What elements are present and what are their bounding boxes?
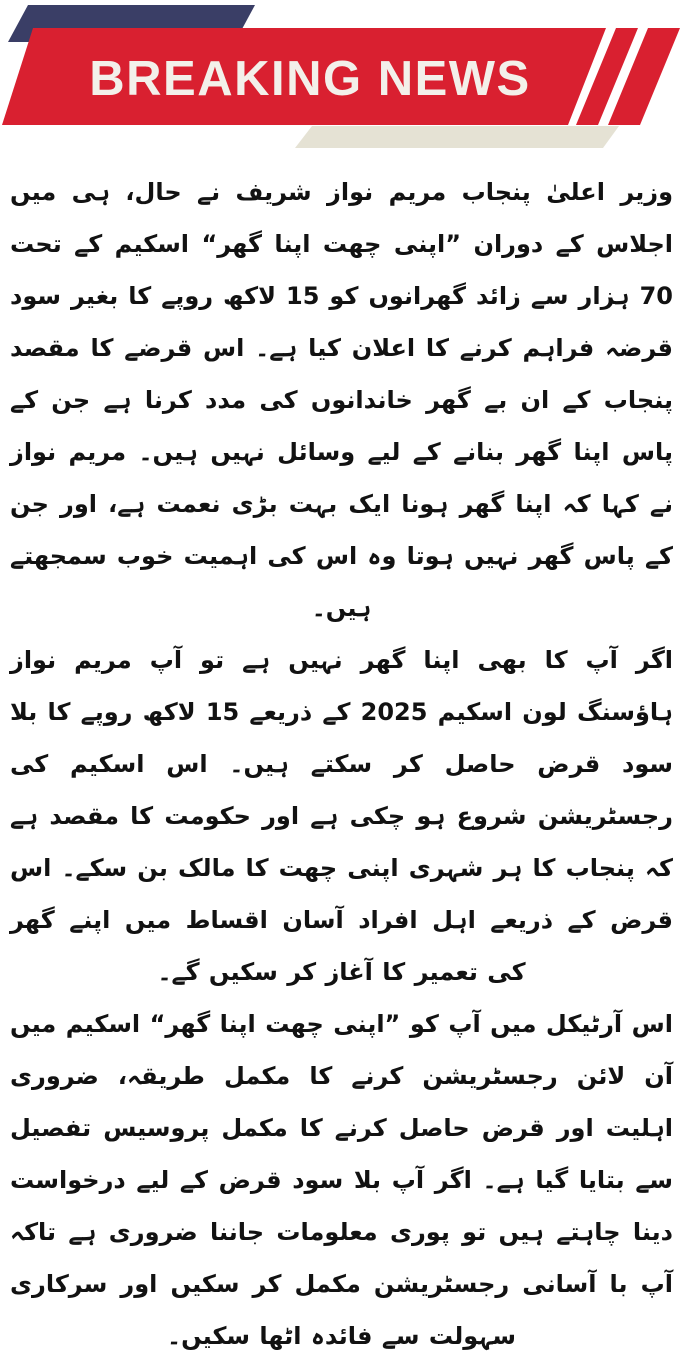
article-body <box>0 162 683 1362</box>
article-paragraph-3: اس آرٹیکل میں آپ کو ”اپنی چھت اپنا گھر“ اسکیم میں آن لائن رجسٹریشن کرنے کا مکمل طریقہ، ضروری اہلیت اور قرض حاصل کرنے کا مکمل پروسیس تفصیل سے بتایا گیا ہے۔ اگر آپ بلا سود قرض کے لیے درخواست دینا چاہتے ہیں تو پوری معلومات جاننا ضروری ہے تاکہ آپ با آسانی رجسٹریشن مکمل کر سکیں اور سرکاری سہولت سے فائدہ اٹھا سکیں۔ <box>10 1010 673 1350</box>
banner-title: BREAKING NEWS <box>89 52 531 106</box>
article-paragraph-2: اگر آپ کا بھی اپنا گھر نہیں ہے تو آپ مریم نواز ہاؤسنگ لون اسکیم 2025 کے ذریعے 15 لاکھ روپے کا بلا سود قرض حاصل کر سکتے ہیں۔ اس اسکیم کی رجسٹریشن شروع ہو چکی ہے اور حکومت کا مقصد ہے کہ پنجاب کا ہر شہری اپنی چھت کا مالک بن سکے۔ اس قرض کے ذریعے اہل افراد آسان اقساط میں اپنے گھر کی تعمیر کا آغاز کر سکیں گے۔ <box>10 646 673 986</box>
breaking-news-banner <box>0 0 683 162</box>
article-paragraph-1: وزیر اعلیٰ پنجاب مریم نواز شریف نے حال، ہی میں اجلاس کے دوران ”اپنی چھت اپنا گھر“ اسکیم کے تحت 70 ہزار سے زائد گھرانوں کو 15 لاکھ روپے کا بغیر سود قرضہ فراہم کرنے کا اعلان کیا ہے۔ اس قرضے کا مقصد پنجاب کے ان بے گھر خاندانوں کی مدد کرنا ہے جن کے پاس اپنا گھر بنانے کے لیے وسائل نہیں ہیں۔ مریم نواز نے کہا کہ اپنا گھر ہونا ایک بہت بڑی نعمت ہے، اور جن کے پاس گھر نہیں ہوتا وہ اس کی اہمیت خوب سمجھتے ہیں۔ <box>10 178 673 622</box>
banner-artwork <box>0 0 683 162</box>
banner-beige-stripe-shape <box>295 126 619 148</box>
